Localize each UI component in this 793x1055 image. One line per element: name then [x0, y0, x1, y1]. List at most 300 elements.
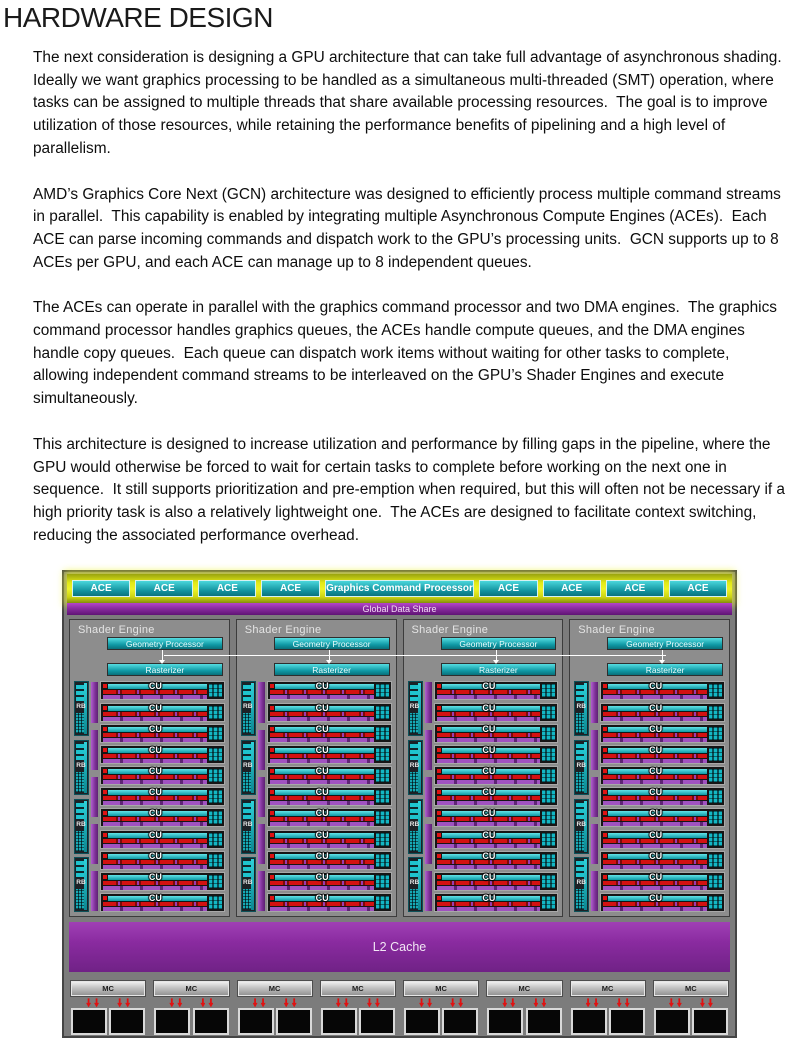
rb-grid [576, 889, 584, 909]
arrow-pair [533, 998, 546, 1007]
cu-label: CU [649, 744, 663, 755]
memory-arrow-icon [292, 998, 297, 1007]
memory-controller-unit [569, 980, 647, 1034]
rb-block [408, 857, 423, 912]
cu-teal-grid [709, 706, 722, 719]
rb-squares [243, 684, 251, 701]
memory-chip [109, 1008, 145, 1035]
purple-strip-column [258, 681, 265, 912]
cu-label: CU [315, 681, 329, 692]
arrow-pair [419, 998, 432, 1007]
ace-box: ACE [479, 580, 537, 597]
purple-segment [91, 682, 98, 722]
rasterizer-bar: Rasterizer [274, 663, 390, 676]
rb-column [74, 681, 89, 912]
cu-purple-row [270, 844, 374, 848]
cu-block [600, 681, 725, 700]
cu-label: CU [482, 681, 496, 692]
cu-stack [100, 681, 225, 912]
cu-purple-row [603, 907, 707, 911]
cu-teal-grid [542, 790, 555, 803]
mc-arrows [319, 997, 397, 1008]
memory-controller-unit [236, 980, 314, 1034]
geometry-processor-bar: Geometry Processor [607, 637, 723, 650]
rb-squares [576, 860, 584, 877]
rb-squares [576, 743, 584, 760]
cu-label: CU [315, 787, 329, 798]
memory-chip [71, 1008, 107, 1035]
cu-label: CU [148, 702, 162, 713]
purple-segment [425, 730, 432, 770]
rb-grid [410, 831, 418, 851]
cu-teal-grid [542, 875, 555, 888]
mc-arrows [569, 997, 647, 1008]
cu-teal-grid [376, 706, 389, 719]
rb-squares [76, 802, 84, 819]
shader-engine-label: Shader Engine [578, 624, 655, 637]
cu-stack [267, 681, 392, 912]
rb-block [241, 740, 256, 795]
down-arrow-icon [159, 660, 165, 664]
cu-block [434, 893, 559, 912]
cu-label: CU [148, 872, 162, 883]
memory-arrow-icon [700, 998, 705, 1007]
cu-label: CU [315, 893, 329, 904]
cu-block [434, 745, 559, 764]
cu-teal-grid [376, 727, 389, 740]
mc-box: MC [570, 980, 646, 997]
cu-purple-row [437, 801, 541, 805]
cu-label: CU [649, 766, 663, 777]
cu-teal-grid [709, 684, 722, 697]
memory-chips [69, 1008, 147, 1035]
memory-arrow-icon [169, 998, 174, 1007]
rasterizer-bar: Rasterizer [441, 663, 557, 676]
engine-body [241, 681, 392, 912]
memory-arrow-icon [427, 998, 432, 1007]
cu-block [434, 724, 559, 743]
memory-arrow-icon [177, 998, 182, 1007]
cu-purple-row [603, 695, 707, 699]
purple-segment [591, 682, 598, 722]
cu-purple-row [270, 886, 374, 890]
rb-grid [410, 713, 418, 733]
gpu-architecture-diagram [62, 570, 737, 1038]
memory-controller-unit [402, 980, 480, 1034]
cu-purple-row [103, 844, 207, 848]
cu-block [100, 703, 225, 722]
cu-teal-grid [209, 748, 222, 761]
memory-arrow-icon [336, 998, 341, 1007]
rb-grid [76, 713, 84, 733]
cu-purple-row [603, 738, 707, 742]
cu-purple-row [103, 759, 207, 763]
mc-arrows [402, 997, 480, 1008]
body-text [0, 47, 793, 547]
cu-purple-row [270, 780, 374, 784]
memory-arrow-icon [541, 998, 546, 1007]
arrow-pair [586, 998, 599, 1007]
paragraph-3: The ACEs can operate in parallel with the graphics command processor and two DMA engines. The graphics command processor handles graphics queues, the ACEs handle compute queues, and the DMA engines handle copy queues. Each queue can dispatch work items without waiting for other tasks to complete, allowing independent command streams to be interleaved on the GPU’s Shader Engines and execute simultaneously. [33, 299, 782, 408]
purple-segment [258, 824, 265, 864]
shader-engine-panel [403, 619, 564, 917]
memory-arrow-icon [450, 998, 455, 1007]
rb-squares [576, 684, 584, 701]
rb-squares [410, 684, 418, 701]
cu-label: CU [148, 829, 162, 840]
cu-label: CU [315, 872, 329, 883]
cu-teal-grid [542, 811, 555, 824]
cu-purple-row [437, 780, 541, 784]
cu-teal-grid [709, 790, 722, 803]
memory-chip [526, 1008, 562, 1035]
memory-controller-unit [652, 980, 730, 1034]
rb-label: RB [576, 879, 586, 887]
cu-purple-row [437, 695, 541, 699]
cu-block [600, 745, 725, 764]
memory-controller-unit [319, 980, 397, 1034]
mc-box: MC [320, 980, 396, 997]
rb-block [408, 799, 423, 854]
cu-purple-row [270, 738, 374, 742]
arrow-pair [367, 998, 380, 1007]
cu-teal-grid [376, 790, 389, 803]
rb-squares [76, 860, 84, 877]
purple-strip-column [425, 681, 432, 912]
rb-label: RB [76, 703, 86, 711]
ace-box: ACE [606, 580, 664, 597]
cu-label: CU [148, 850, 162, 861]
cu-teal-grid [709, 727, 722, 740]
ace-band [67, 574, 732, 603]
memory-chip [193, 1008, 229, 1035]
cu-purple-row [437, 822, 541, 826]
cu-block [600, 893, 725, 912]
memory-arrow-icon [533, 998, 538, 1007]
purple-segment [258, 730, 265, 770]
memory-arrow-icon [117, 998, 122, 1007]
rb-label: RB [243, 879, 253, 887]
memory-chip [654, 1008, 690, 1035]
rb-grid [76, 831, 84, 851]
arrow-pair [336, 998, 349, 1007]
rb-label: RB [576, 703, 586, 711]
rb-block [574, 681, 589, 736]
cu-purple-row [103, 695, 207, 699]
memory-chips [652, 1008, 730, 1035]
memory-arrow-icon [502, 998, 507, 1007]
cu-label: CU [315, 702, 329, 713]
rb-block [408, 681, 423, 736]
ace-box: ACE [261, 580, 319, 597]
cu-purple-row [270, 695, 374, 699]
arrow-pair [200, 998, 213, 1007]
cu-block [600, 808, 725, 827]
cu-teal-grid [709, 833, 722, 846]
cu-purple-row [603, 886, 707, 890]
graphics-command-processor-box: Graphics Command Processor [325, 580, 475, 597]
mc-box: MC [403, 980, 479, 997]
cu-block [100, 893, 225, 912]
rb-squares [76, 743, 84, 760]
purple-segment [91, 777, 98, 817]
rb-label: RB [576, 820, 586, 828]
ace-box: ACE [669, 580, 727, 597]
cu-purple-row [270, 759, 374, 763]
rb-grid [576, 713, 584, 733]
cu-teal-grid [209, 727, 222, 740]
arrow-pair [284, 998, 297, 1007]
purple-strip-column [591, 681, 598, 912]
cu-label: CU [482, 766, 496, 777]
purple-segment [591, 730, 598, 770]
purple-segment [258, 682, 265, 722]
cu-label: CU [148, 893, 162, 904]
cu-purple-row [103, 886, 207, 890]
rb-squares [243, 860, 251, 877]
cu-purple-row [603, 717, 707, 721]
cu-purple-row [270, 801, 374, 805]
cu-teal-grid [709, 854, 722, 867]
cu-teal-grid [376, 684, 389, 697]
rb-grid [576, 831, 584, 851]
memory-controller-unit [69, 980, 147, 1034]
cu-teal-grid [209, 811, 222, 824]
mc-box: MC [237, 980, 313, 997]
memory-arrow-icon [94, 998, 99, 1007]
memory-chip [692, 1008, 728, 1035]
rb-block [574, 799, 589, 854]
memory-chip [442, 1008, 478, 1035]
rb-label: RB [76, 762, 86, 770]
purple-segment [425, 777, 432, 817]
arrow-pair [617, 998, 630, 1007]
cu-purple-row [603, 801, 707, 805]
cu-block [267, 872, 392, 891]
rb-column [241, 681, 256, 912]
cu-teal-grid [209, 854, 222, 867]
memory-chip [276, 1008, 312, 1035]
rb-label: RB [409, 703, 420, 711]
cu-label: CU [482, 702, 496, 713]
cu-purple-row [103, 717, 207, 721]
cu-label: CU [482, 850, 496, 861]
memory-chip [609, 1008, 645, 1035]
global-data-share-bar: Global Data Share [67, 603, 732, 615]
cu-block [267, 808, 392, 827]
cu-purple-row [437, 844, 541, 848]
cu-label: CU [649, 872, 663, 883]
cu-purple-row [603, 822, 707, 826]
cu-block [267, 787, 392, 806]
cu-teal-grid [709, 811, 722, 824]
cu-block [267, 681, 392, 700]
memory-arrow-icon [419, 998, 424, 1007]
cu-purple-row [270, 717, 374, 721]
mc-arrows [152, 997, 230, 1008]
arrow-pair [450, 998, 463, 1007]
cu-label: CU [315, 850, 329, 861]
paragraph-1: The next consideration is designing a GPU architecture that can take full advantage of asynchronous shading. Ideally we want graphics processing to be handled as a simultaneous multi-threaded (SMT) operation, where tasks can be assigned to multiple threads that share available processing resources. The goal is to improve utilization of those resources, while retaining the performance benefits of pipelining and a high level of parallelism. [33, 49, 791, 157]
cu-purple-row [270, 822, 374, 826]
rb-grid [76, 889, 84, 909]
purple-segment [591, 824, 598, 864]
cu-label: CU [148, 808, 162, 819]
geometry-processor-bar: Geometry Processor [274, 637, 390, 650]
cu-label: CU [315, 723, 329, 734]
shader-engine-panel [569, 619, 730, 917]
ace-box: ACE [72, 580, 130, 597]
l2-cache-bar: L2 Cache [69, 922, 730, 972]
memory-chip [571, 1008, 607, 1035]
cu-purple-row [603, 780, 707, 784]
cu-label: CU [148, 681, 162, 692]
rb-grid [243, 831, 251, 851]
rb-grid [76, 772, 84, 792]
cu-stack [600, 681, 725, 912]
rb-block [241, 681, 256, 736]
geometry-connector-line [164, 655, 666, 656]
cu-purple-row [437, 865, 541, 869]
down-arrow-icon [326, 660, 332, 664]
cu-teal-grid [709, 769, 722, 782]
arrow-pair [502, 998, 515, 1007]
mc-box: MC [153, 980, 229, 997]
cu-label: CU [649, 829, 663, 840]
cu-label: CU [482, 723, 496, 734]
ace-box: ACE [135, 580, 193, 597]
purple-segment [425, 871, 432, 911]
purple-segment [425, 824, 432, 864]
arrow-pair [169, 998, 182, 1007]
memory-controller-row [69, 980, 730, 1034]
cu-purple-row [103, 865, 207, 869]
cu-purple-row [270, 865, 374, 869]
memory-arrow-icon [125, 998, 130, 1007]
cu-label: CU [649, 787, 663, 798]
cu-teal-grid [376, 833, 389, 846]
cu-label: CU [148, 766, 162, 777]
cu-teal-grid [376, 854, 389, 867]
cu-block [434, 766, 559, 785]
memory-chip [359, 1008, 395, 1035]
mc-arrows [69, 997, 147, 1008]
rb-label: RB [409, 762, 420, 770]
rasterizer-bar: Rasterizer [107, 663, 223, 676]
rb-label: RB [243, 703, 253, 711]
cu-label: CU [315, 808, 329, 819]
cu-block [100, 808, 225, 827]
cu-teal-grid [709, 875, 722, 888]
cu-purple-row [437, 907, 541, 911]
ace-box: ACE [543, 580, 601, 597]
cu-block [600, 851, 725, 870]
cu-label: CU [148, 787, 162, 798]
rb-label: RB [576, 762, 586, 770]
mc-box: MC [70, 980, 146, 997]
cu-block [600, 724, 725, 743]
memory-controller-unit [152, 980, 230, 1034]
rb-block [74, 740, 89, 795]
cu-purple-row [103, 738, 207, 742]
memory-chip [238, 1008, 274, 1035]
memory-chips [319, 1008, 397, 1035]
cu-label: CU [649, 681, 663, 692]
cu-label: CU [482, 893, 496, 904]
purple-segment [258, 777, 265, 817]
cu-block [434, 872, 559, 891]
cu-purple-row [103, 780, 207, 784]
arrow-pair [700, 998, 713, 1007]
memory-arrow-icon [625, 998, 630, 1007]
cu-teal-grid [542, 706, 555, 719]
cu-block [100, 766, 225, 785]
cu-purple-row [103, 907, 207, 911]
rb-squares [410, 860, 418, 877]
cu-teal-grid [376, 811, 389, 824]
memory-arrow-icon [344, 998, 349, 1007]
cu-block [100, 724, 225, 743]
cu-block [267, 893, 392, 912]
cu-block [100, 872, 225, 891]
memory-chips [236, 1008, 314, 1035]
cu-purple-row [437, 759, 541, 763]
cu-label: CU [482, 829, 496, 840]
cu-block [600, 830, 725, 849]
rb-grid [243, 772, 251, 792]
mc-arrows [652, 997, 730, 1008]
cu-block [434, 787, 559, 806]
memory-arrow-icon [594, 998, 599, 1007]
cu-block [600, 766, 725, 785]
rb-label: RB [409, 879, 420, 887]
memory-arrow-icon [208, 998, 213, 1007]
rb-grid [243, 713, 251, 733]
rb-block [74, 799, 89, 854]
rb-grid [410, 772, 418, 792]
cu-block [100, 745, 225, 764]
cu-teal-grid [542, 684, 555, 697]
memory-arrow-icon [510, 998, 515, 1007]
down-arrow-icon [493, 660, 499, 664]
rb-block [574, 740, 589, 795]
memory-chip [321, 1008, 357, 1035]
cu-block [267, 703, 392, 722]
cu-block [267, 745, 392, 764]
cu-label: CU [649, 702, 663, 713]
shader-engines [69, 619, 730, 917]
cu-teal-grid [542, 896, 555, 909]
engine-body [74, 681, 225, 912]
memory-arrow-icon [86, 998, 91, 1007]
memory-chips [485, 1008, 563, 1035]
cu-block [267, 766, 392, 785]
mc-arrows [485, 997, 563, 1008]
cu-purple-row [103, 822, 207, 826]
cu-teal-grid [542, 769, 555, 782]
shader-engine-label: Shader Engine [244, 624, 322, 637]
arrow-pair [117, 998, 130, 1007]
memory-arrow-icon [708, 998, 713, 1007]
memory-arrow-icon [284, 998, 289, 1007]
shader-engine-label: Shader Engine [411, 624, 489, 637]
geometry-processor-bar: Geometry Processor [107, 637, 223, 650]
cu-purple-row [437, 886, 541, 890]
cu-label: CU [649, 850, 663, 861]
shader-engine-label: Shader Engine [78, 624, 155, 637]
arrow-pair [86, 998, 99, 1007]
cu-label: CU [482, 808, 496, 819]
